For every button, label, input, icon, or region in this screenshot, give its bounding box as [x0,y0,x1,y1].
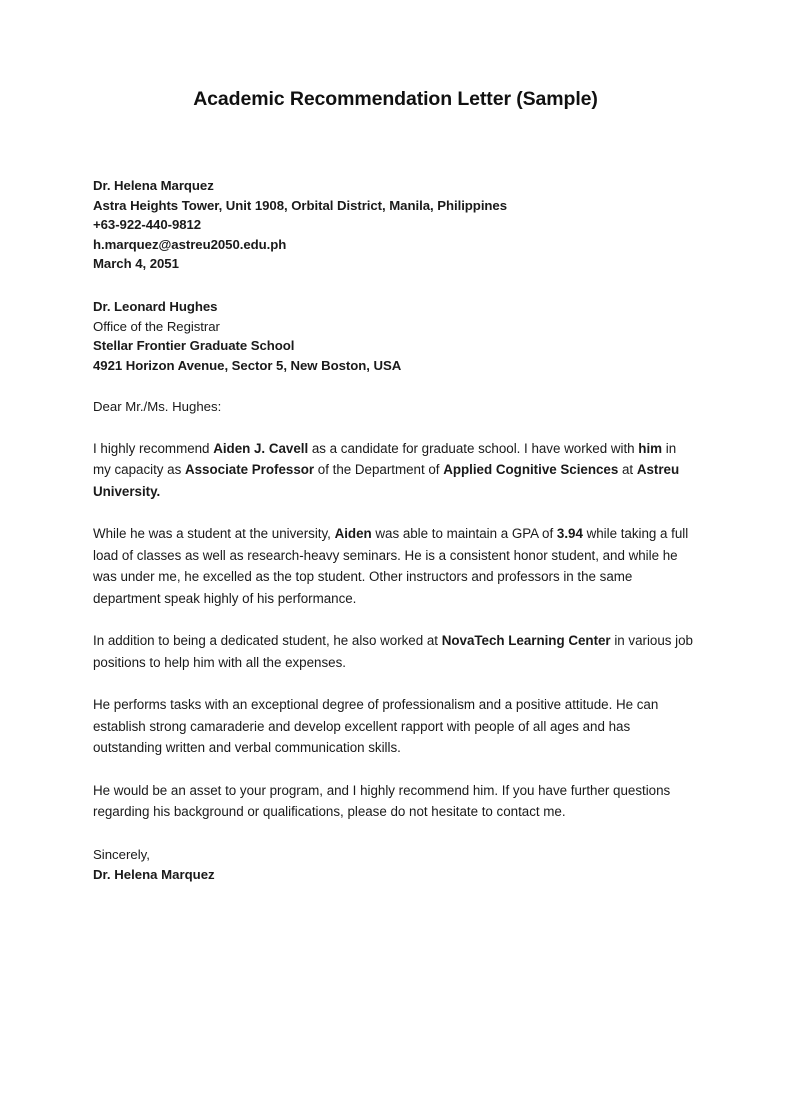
p1-university: Astreu University. [93,462,680,499]
p1-text-2: as a candidate for graduate school. I have worked with [308,440,639,456]
closing-salutation: Sincerely, [93,846,150,862]
paragraph-2 [93,523,697,609]
recipient-institution: Stellar Frontier Graduate School [93,338,295,354]
p1-text-5: at [618,462,637,478]
letter-date: March 4, 2051 [93,256,179,272]
p1-text-4: of the Department of [314,462,444,478]
sender-name: Dr. Helena Marquez [93,178,214,193]
page-title: Academic Recommendation Letter (Sample) [193,88,598,110]
p5-text-1: He would be an asset to your program, and I highly recommend him. If you have further questions regarding his background or qualifications, please do not hesitate to contact me. [93,782,671,820]
paragraph-3 [93,630,697,673]
p1-department: Applied Cognitive Sciences [443,462,619,478]
p4-text-1: He performs tasks with an exceptional degree of professionalism and a positive attitude. He can establish strong camaraderie and develop excellent rapport with people of all ages and has outstanding written and verbal communication skills. [93,697,659,756]
recipient-name: Dr. Leonard Hughes [93,298,218,314]
recipient-address: 4921 Horizon Avenue, Sector 5, New Boston, USA [93,357,402,373]
sender-email: h.marquez@astreu2050.edu.ph [93,236,287,252]
p2-text-3: while taking a full load of classes as well as research-heavy seminars. He is a consistent honor student, and while he was under me, he excelled as the top student. Other instructors and professors in the same department speak highly of his performance. [93,526,689,606]
p2-text-2: was able to maintain a GPA of [371,526,557,542]
closing-block [93,845,697,884]
paragraph-1 [93,438,697,503]
p1-text-3: in my capacity as [93,440,677,478]
sender-address-block [93,176,697,274]
p3-text-1: In addition to being a dedicated student, he also worked at [93,633,442,649]
sender-phone: +63-922-440-9812 [93,217,202,233]
p2-student-name: Aiden [334,526,372,542]
paragraph-4 [93,694,697,759]
signature-name: Dr. Helena Marquez [93,866,215,882]
sender-address: Astra Heights Tower, Unit 1908, Orbital District, Manila, Philippines [93,197,508,213]
salutation: Dear Mr./Ms. Hughes: [93,399,222,415]
p1-title: Associate Professor [184,462,315,478]
paragraph-5 [93,780,697,823]
p2-gpa-value: 3.94 [556,526,583,542]
recipient-office: Office of the Registrar [93,318,220,334]
p3-employer: NovaTech Learning Center [441,633,611,649]
p1-candidate-name: Aiden J. Cavell [213,440,309,456]
p1-pronoun: him [638,440,663,456]
letter-body [93,176,697,884]
p1-text-1: I highly recommend [93,440,214,456]
recipient-address-block [93,297,697,375]
p3-text-2: in various job positions to help him with all the expenses. [93,633,693,670]
p2-text-1: While he was a student at the university, [93,526,335,542]
